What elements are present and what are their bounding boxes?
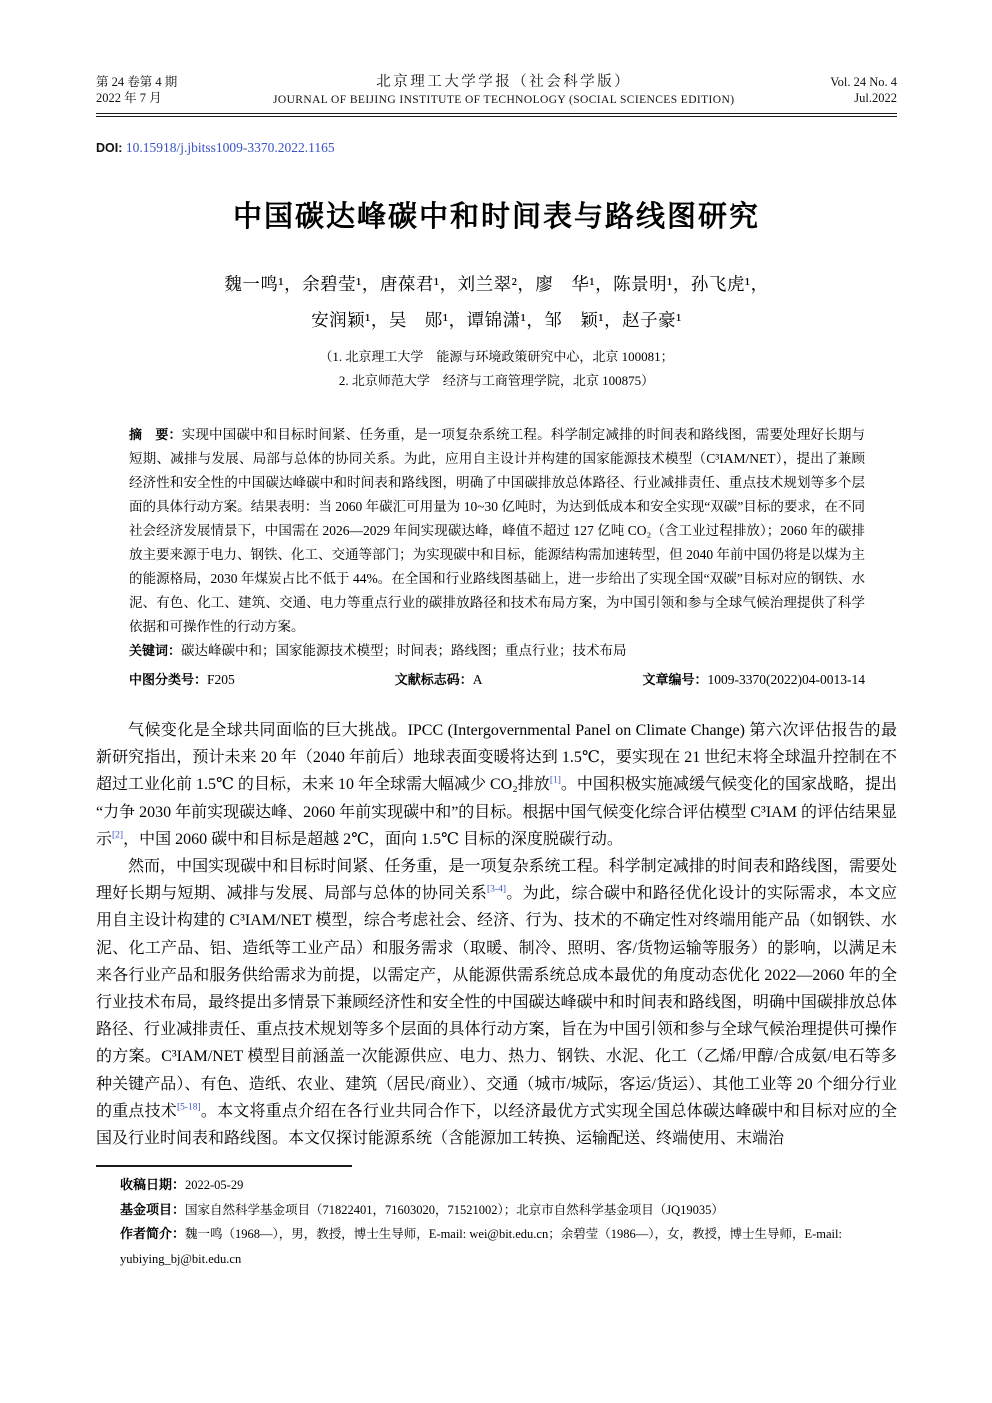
keywords-label: 关键词： xyxy=(129,643,182,658)
abstract-block xyxy=(129,423,865,692)
doc-code-label: 文献标志码： xyxy=(394,672,473,687)
classification-line xyxy=(129,668,865,692)
paper-title: 中国碳达峰碳中和时间表与路线图研究 xyxy=(232,201,760,233)
body-paragraph-1 xyxy=(96,717,897,853)
doi-link[interactable]: 10.15918/j.jbitss1009-3370.2022.1165 xyxy=(125,140,335,155)
bio-value: 魏一鸣（1968—），男，教授，博士生导师，E-mail: wei@bit.edu.cn；余碧莹（1986—），女，教授，博士生导师，E-mail: yubiying_bj@bit.edu.cn xyxy=(120,1227,842,1266)
header-volume-issue-en xyxy=(830,74,897,106)
funding-value: 国家自然科学基金项目（71822401，71603020，71521002）；北京市自然科学基金项目（JQ19035） xyxy=(185,1202,724,1217)
clc-value: F205 xyxy=(207,672,235,687)
journal-name-en: JOURNAL OF BEIJING INSTITUTE OF TECHNOLOGY (SOCIAL SCIENCES EDITION) xyxy=(273,94,735,106)
affiliation-1: （1. 北京理工大学 能源与环境政策研究中心，北京 100081； xyxy=(319,349,674,364)
reference-link-2[interactable]: [2] xyxy=(112,830,124,841)
doi-colon: : xyxy=(118,141,126,155)
doi-label: DOI xyxy=(96,141,119,155)
footnote-divider xyxy=(96,1165,352,1167)
body-p1-text-1: 气候变化是全球共同面临的巨大挑战。IPCC (Intergovernmental Panel on Climate Change) 第六次评估报告的最新研究指出，预计未来 20 年（2040 年前后）地球表面变暖将达到 1.5℃，要实现在 21 世纪末将全球温升控制在不超过工业化前 1.5℃ 的目标，未来 10 年全球需大幅减少 CO₂排放 xyxy=(96,722,897,794)
footnote-received xyxy=(120,1173,897,1198)
abstract-text: 实现中国碳中和目标时间紧、任务重，是一项复杂系统工程。科学制定减排的时间表和路线图，需要处理好长期与短期、减排与发展、局部与总体的协同关系。为此，应用自主设计并构建的国家能源技术模型（C³IAM/NET），提出了兼顾经济性和安全性的中国碳达峰碳中和时间表和路线图，明确了中国碳排放总体路径、行业减排责任、重点技术规划等多个层面的具体行动方案。结果表明：当 2060 年碳汇可用量为 10~30 亿吨时，为达到低成本和安全实现“双碳”目标的要求，在不同社会经济发展情景下，中国需在 2026—2029 年间实现碳达峰，峰值不超过 127 亿吨 CO₂（含工业过程排放）；2060 年的碳排放主要来源于电力、钢铁、化工、交通等部门；为实现碳中和目标，能源结构需加速转型，但 2040 年前中国仍将是以煤为主的能源格局，2030 年煤炭占比不低于 44%。在全国和行业路线图基础上，进一步给出了实现全国“双碳”目标对应的钢铁、水泥、有色、化工、建筑、交通、电力等重点行业的碳排放路径和技术布局方案，为中国引领和参与全球气候治理提供了科学依据和可操作性的行动方案。 xyxy=(129,427,865,634)
doc-code-value: A xyxy=(472,672,483,687)
clc-label: 中图分类号： xyxy=(129,672,208,687)
footnotes xyxy=(120,1173,897,1271)
received-value: 2022-05-29 xyxy=(185,1178,244,1193)
doc-code-item xyxy=(395,668,483,692)
header-volume-issue-cn xyxy=(96,74,177,106)
body-p1-text-2: 。中国积极实施减缓气候变化的国家战略，提出“力争 2030 年前实现碳达峰、2060 年前实现碳中和”的目标。根据中国气候变化综合评估模型 C³IAM 的评估结果显示 xyxy=(96,776,897,848)
abstract-paragraph xyxy=(129,423,865,639)
date-en: Jul.2022 xyxy=(854,91,897,105)
footnote-funding xyxy=(120,1198,897,1223)
funding-label: 基金项目： xyxy=(120,1201,186,1217)
authors-line-1: 魏一鸣¹，余碧莹¹，唐葆君¹，刘兰翠²，廖 华¹，陈景明¹，孙飞虎¹， xyxy=(224,274,769,294)
article-id-label: 文章编号： xyxy=(642,672,708,687)
journal-name-block xyxy=(177,74,830,108)
keywords-text: 碳达峰碳中和；国家能源技术模型；时间表；路线图；重点行业；技术布局 xyxy=(181,643,627,658)
volume-issue-cn: 第 24 卷第 4 期 xyxy=(96,75,178,89)
journal-header xyxy=(96,74,897,108)
bio-label: 作者简介： xyxy=(120,1226,186,1242)
body-p2-text-3: 。本文将重点介绍在各行业共同合作下，以经济最优方式实现全国总体碳达峰碳中和目标对应的全国及行业时间表和路线图。本文仅探讨能源系统（含能源加工转换、运输配送、终端使用、末端治 xyxy=(96,1102,897,1148)
abstract-label: 摘 要： xyxy=(129,427,182,442)
journal-name-cn: 北京理工大学学报（社会科学版） xyxy=(376,74,632,90)
header-divider xyxy=(96,113,897,117)
authors-line-2: 安润颖¹，吴 郧¹，谭锦潇¹，邹 颖¹，赵子豪¹ xyxy=(311,310,682,330)
received-label: 收稿日期： xyxy=(120,1177,186,1193)
affiliation-2: 2. 北京师范大学 经济与工商管理学院，北京 100875） xyxy=(338,373,655,388)
volume-issue-en: Vol. 24 No. 4 xyxy=(830,75,897,89)
keywords-line xyxy=(129,639,865,663)
body-p2-text-2: 。为此，综合碳中和路径优化设计的实际需求，本文应用自主设计构建的 C³IAM/NET 模型，综合考虑社会、经济、行为、技术的不确定性对终端用能产品（如钢铁、水泥、化工产品、铝、造纸等工业产品）和服务需求（取暖、制冷、照明、客/货物运输等服务）的影响，以满足未来各行业产品和服务供给需求为前提，以需定产，从能源供需系统总成本最优的角度动态优化 2022—2060 年的全行业技术布局，最终提出多情景下兼顾经济性和安全性的中国碳达峰碳中和时间表和路线图，明确中国碳排放总体路径、行业减排责任、重点技术规划等多个层面的具体行动方案，旨在为中国引领和参与全球气候治理提供可操作的方案。C³IAM/NET 模型目前涵盖一次能源供应、电力、热力、钢铁、水泥、化工（乙烯/甲醇/合成氨/电石等多种关键产品）、有色、造纸、农业、建筑（居民/商业）、交通（城市/城际，客运/货运）、其他工业等 20 个细分行业的重点技术 xyxy=(96,885,897,1120)
reference-link-1[interactable]: [1] xyxy=(549,776,561,787)
doi-line xyxy=(96,140,897,156)
footnote-author-bio xyxy=(120,1222,897,1271)
date-cn: 2022 年 7 月 xyxy=(96,91,162,105)
article-id-item xyxy=(642,668,865,692)
body-paragraph-2 xyxy=(96,853,897,1152)
body-p2-text-1: 然而，中国实现碳中和目标时间紧、任务重，是一项复杂系统工程。科学制定减排的时间表和路线图，需要处理好长期与短期、减排与发展、局部与总体的协同关系 xyxy=(96,858,897,903)
body-p1-text-3: ，中国 2060 碳中和目标是超越 2℃，面向 1.5℃ 目标的深度脱碳行动。 xyxy=(123,830,623,848)
article-id-value: 1009-3370(2022)04-0013-14 xyxy=(707,672,865,687)
clc-item xyxy=(129,668,235,692)
reference-link-3-4[interactable]: [3-4] xyxy=(487,884,506,895)
reference-link-5-18[interactable]: [5-18] xyxy=(176,1102,201,1113)
